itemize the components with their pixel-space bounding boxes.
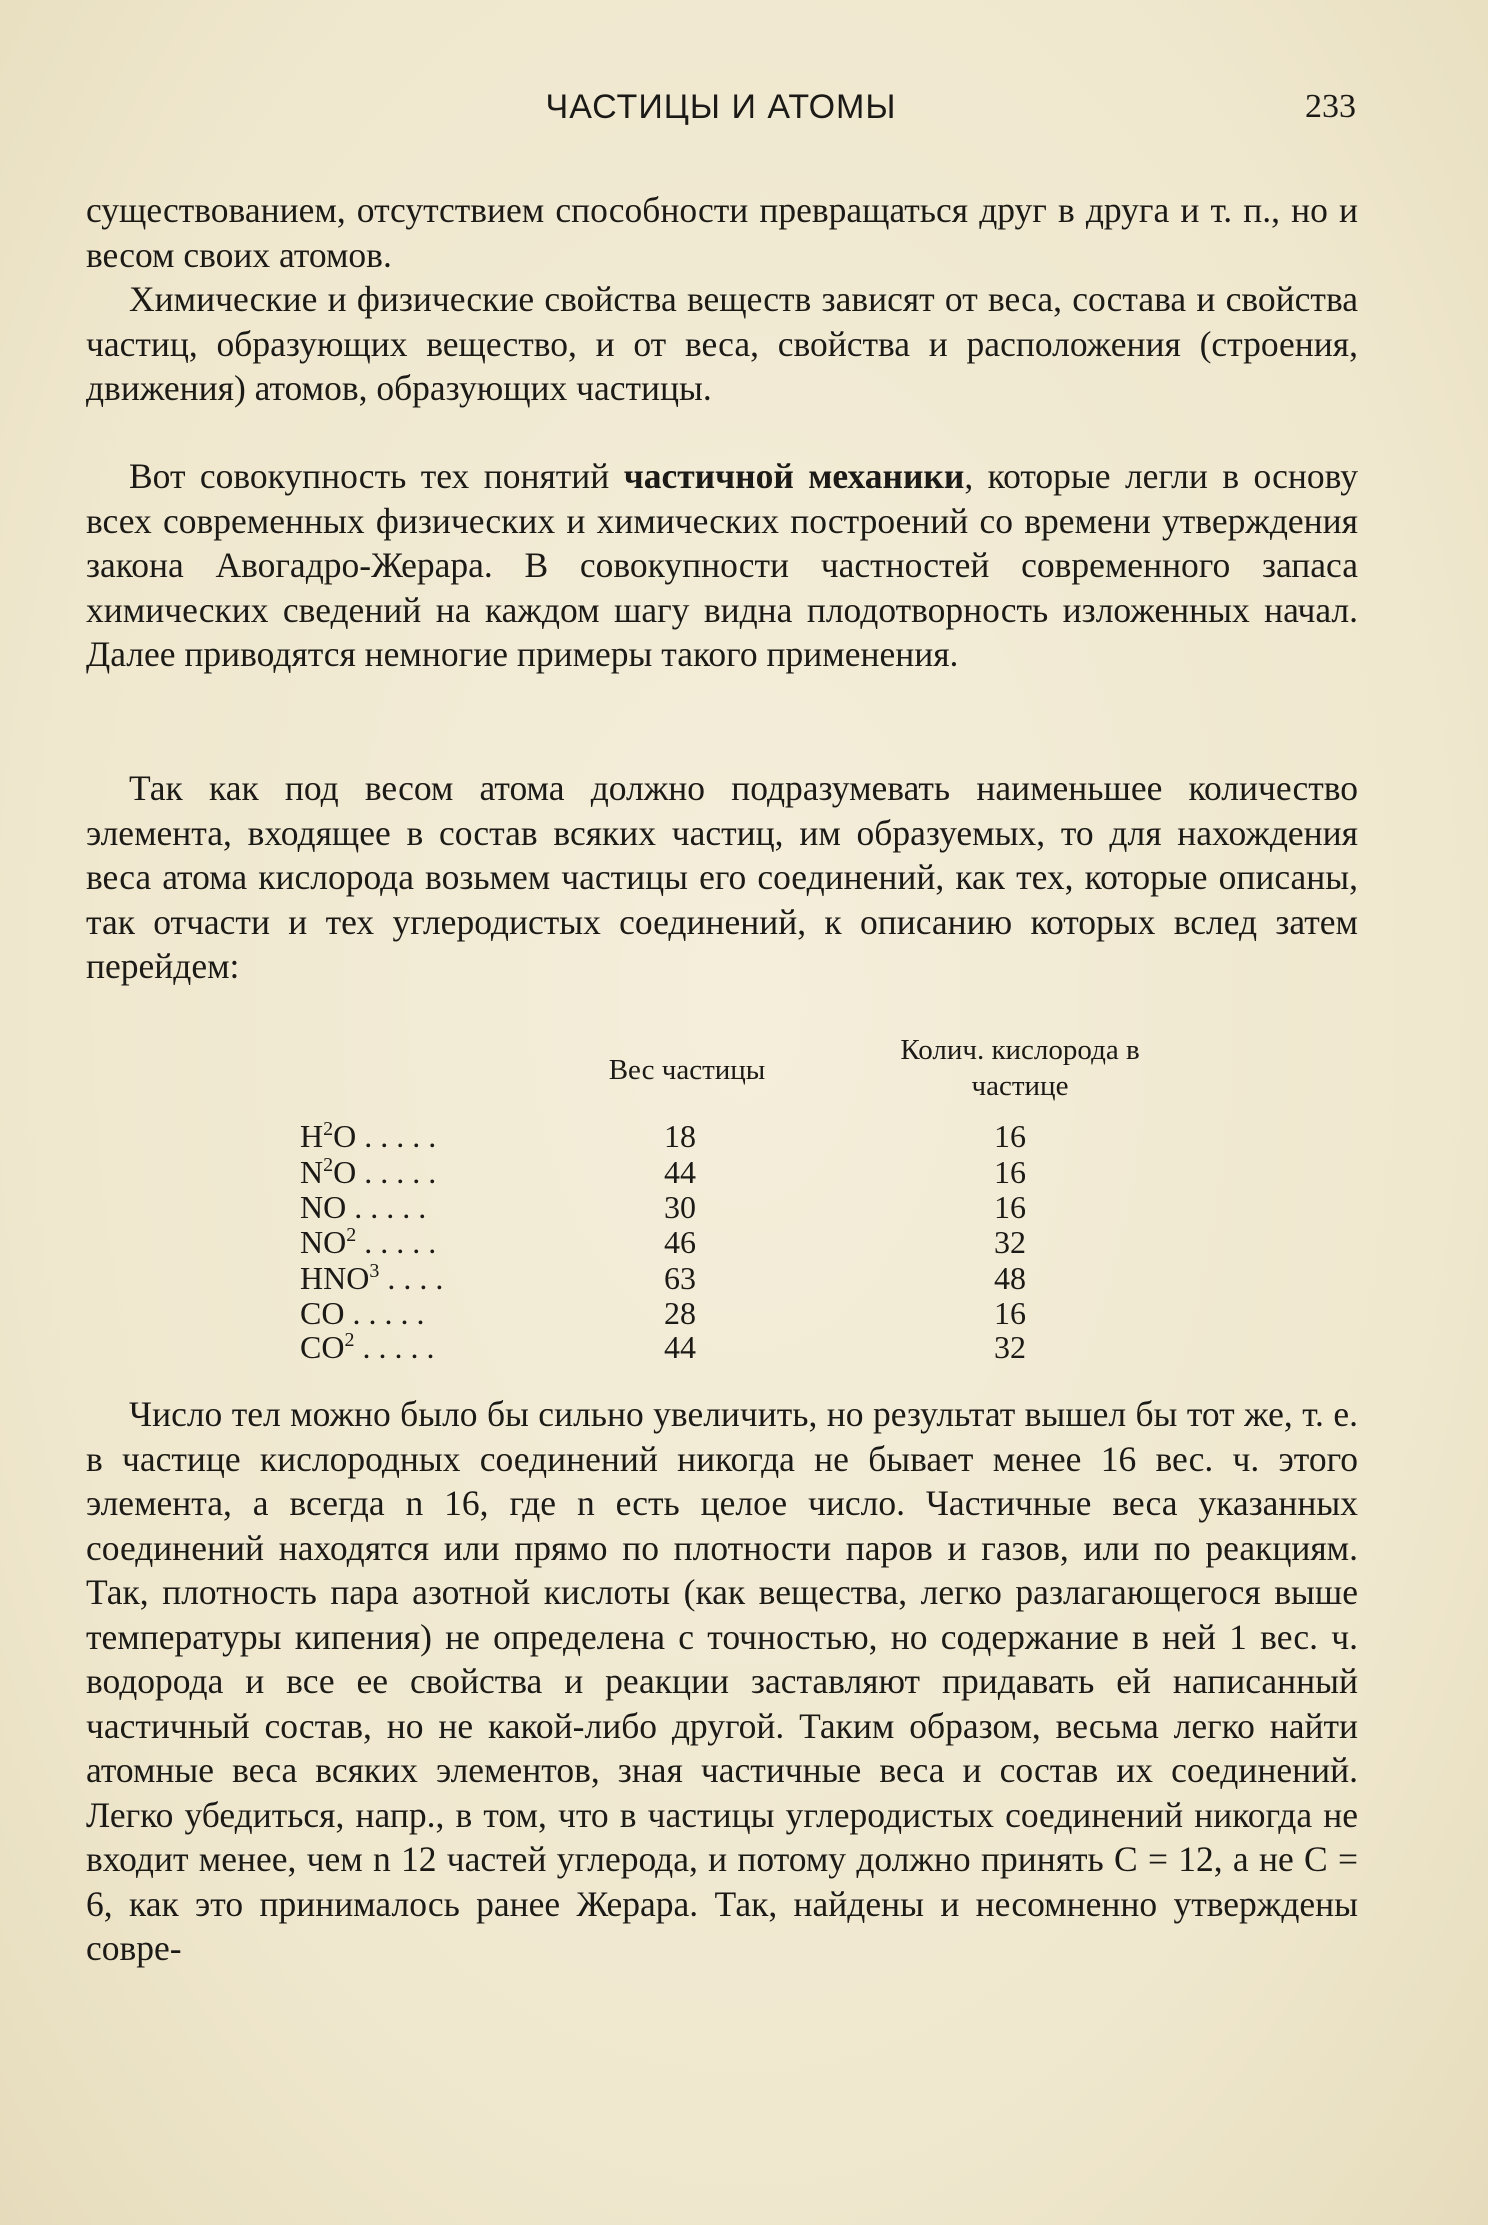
leader-dots: . . . . . <box>354 1329 435 1365</box>
leader-dots: . . . . . <box>356 1224 437 1260</box>
formula-cell <box>300 1260 560 1297</box>
table-row <box>300 1189 1200 1224</box>
table-row <box>300 1224 1200 1259</box>
formula-subscript: 2 <box>346 1224 357 1246</box>
paragraph-properties: Химические и физические свойства веществ зависят от веса, состава и свойства частиц, образующих вещество, и от веса, свойства и расположения (строения, движения) атомов, образующих частицы. <box>86 279 1358 408</box>
oxygen-cell: 48 <box>994 1260 1026 1296</box>
formula-rest: O <box>333 1118 357 1154</box>
formula-base: N <box>300 1154 324 1190</box>
paragraph-atomic-weight: Так как под весом атома должно подразумевать наименьшее количество элемента, входящее в состав всяких частиц, им образуемых, то для нахождения веса атома кислорода возьмем частицы его соединений, как тех, которые описаны, так отчасти и тех углеродистых соединений, к описанию которых вслед затем перейдем: <box>86 768 1358 986</box>
oxygen-cell: 16 <box>994 1189 1026 1225</box>
formula-cell <box>300 1118 560 1155</box>
oxygen-cell: 32 <box>994 1329 1026 1365</box>
column-header-oxygen: Колич. кислорода в частице <box>900 1034 1140 1102</box>
p3-text-after: , которые легли в основу всех современных физических и химических построений со времени утверждения закона Авогадро-Жерара. В совокупности частностей современного запаса химических сведений на каждом шагу видна плодотворность изложенных начал. Далее приводятся немногие примеры такого применения. <box>86 456 1358 674</box>
paragraph-continuation: существованием, отсутствием способности превращаться друг в друга и т. п., но и весом своих атомов. <box>86 190 1358 275</box>
formula-rest: O <box>333 1154 357 1190</box>
weight-cell: 28 <box>664 1295 696 1331</box>
formula-cell <box>300 1189 560 1226</box>
p3-text-before: Вот совокупность тех понятий <box>129 456 624 496</box>
compounds-table <box>300 1022 1200 1367</box>
formula-cell <box>300 1295 560 1332</box>
page-header <box>86 88 1356 140</box>
leader-dots: . . . . . <box>356 1154 437 1190</box>
table-row <box>300 1260 1200 1295</box>
table-row <box>300 1118 1200 1153</box>
formula-cell <box>300 1154 560 1191</box>
leader-dots: . . . . . <box>346 1189 427 1225</box>
paragraph-conclusion: Число тел можно было бы сильно увеличить, но результат вышел бы тот же, т. е. в частице кислородных соединений никогда не бывает менее 16 вес. ч. этого элемента, а всегда n 16, где n есть целое число. Частичные веса указанных соединений находятся или прямо по плотности паров и газов, или по реакциям. Так, плотность пара азотной кислоты (как вещества, легко разлагающегося выше температуры кипения) не определена с точностью, но содержание в ней 1 вес. ч. водорода и все ее свойства и реакции заставляют придавать ей написанный частичный состав, но не какой-либо другой. Таким образом, весьма легко найти атомные веса всяких элементов, зная частичные веса и состав их соединений. Легко убедиться, напр., в том, что в частицы углеродистых соединений никогда не входит менее, чем n 12 частей углерода, и потому должно принять C = 12, а не C = 6, как это принималось ранее Жерара. Так, найдены и несомненно утверждены совре- <box>86 1394 1358 1968</box>
page-number: 233 <box>1305 88 1356 125</box>
formula-subscript: 3 <box>369 1260 380 1282</box>
weight-cell: 30 <box>664 1189 696 1225</box>
weight-cell: 63 <box>664 1260 696 1296</box>
oxygen-cell: 32 <box>994 1224 1026 1260</box>
formula-subscript: 2 <box>323 1154 334 1176</box>
oxygen-cell: 16 <box>994 1295 1026 1331</box>
column-header-weight: Вес частицы <box>608 1054 766 1086</box>
running-head: ЧАСТИЦЫ И АТОМЫ <box>545 88 897 126</box>
formula-base: HNO <box>300 1260 370 1296</box>
formula-cell <box>300 1224 560 1261</box>
formula-base: CO <box>300 1329 345 1365</box>
table-row <box>300 1295 1200 1330</box>
p3-bold-term: частичной механики <box>623 456 965 496</box>
table-row <box>300 1329 1200 1364</box>
formula-base: NO <box>300 1189 347 1225</box>
formula-base: NO <box>300 1224 347 1260</box>
weight-cell: 44 <box>664 1329 696 1365</box>
formula-cell <box>300 1329 560 1366</box>
leader-dots: . . . . <box>379 1260 444 1296</box>
formula-subscript: 2 <box>323 1118 334 1140</box>
oxygen-cell: 16 <box>994 1154 1026 1190</box>
oxygen-cell: 16 <box>994 1118 1026 1154</box>
weight-cell: 44 <box>664 1154 696 1190</box>
table-row <box>300 1154 1200 1189</box>
leader-dots: . . . . . <box>356 1118 437 1154</box>
paragraph-molecular-mechanics <box>86 454 1358 677</box>
formula-subscript: 2 <box>344 1329 355 1351</box>
formula-base: CO <box>300 1295 345 1331</box>
weight-cell: 18 <box>664 1118 696 1154</box>
formula-base: H <box>300 1118 324 1154</box>
weight-cell: 46 <box>664 1224 696 1260</box>
leader-dots: . . . . . <box>344 1295 425 1331</box>
